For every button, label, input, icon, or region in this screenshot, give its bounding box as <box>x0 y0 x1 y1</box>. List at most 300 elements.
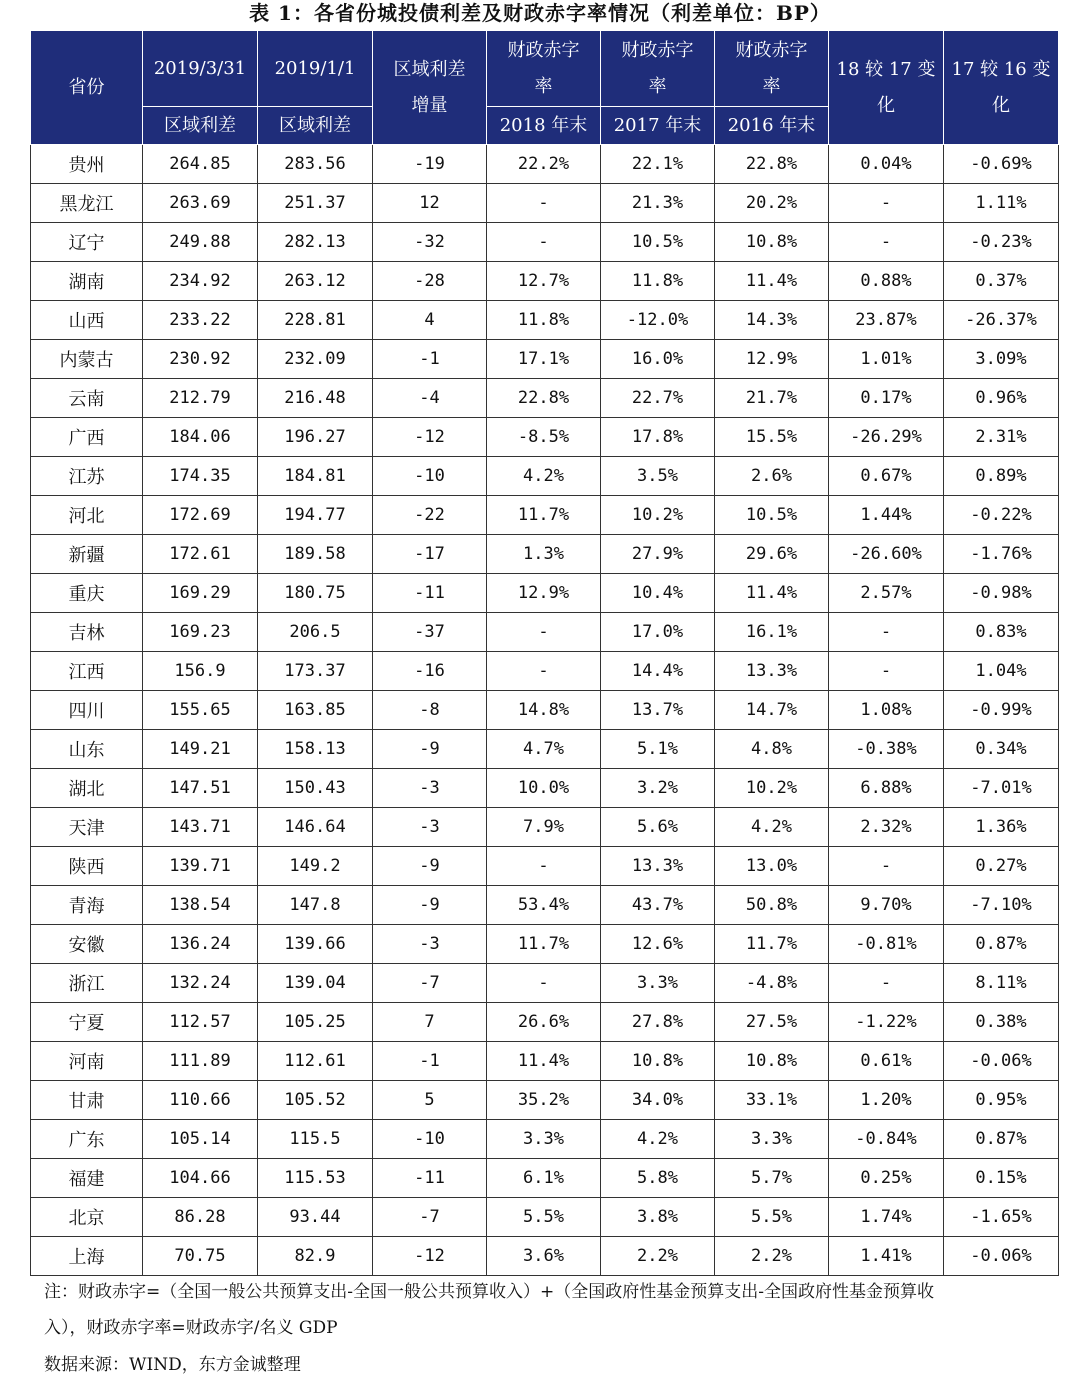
cell-change-17-16: 0.15% <box>944 1159 1059 1198</box>
cell-deficit-2017: 3.5% <box>601 457 715 496</box>
cell-province: 陕西 <box>31 847 143 886</box>
cell-change-17-16: 0.27% <box>944 847 1059 886</box>
cell-spread-2019-03-31: 172.69 <box>143 496 258 535</box>
cell-change-17-16: 8.11% <box>944 964 1059 1003</box>
cell-change-18-17: - <box>829 184 944 223</box>
cell-spread-increment: -12 <box>373 1237 487 1276</box>
cell-province: 天津 <box>31 808 143 847</box>
cell-change-18-17: 1.41% <box>829 1237 944 1276</box>
header-date1: 2019/3/31 <box>143 31 258 107</box>
cell-change-18-17: -0.38% <box>829 730 944 769</box>
cell-deficit-2018: - <box>487 652 601 691</box>
cell-change-18-17: - <box>829 847 944 886</box>
cell-spread-2019-03-31: 174.35 <box>143 457 258 496</box>
cell-spread-2019-01-01: 228.81 <box>258 301 373 340</box>
cell-spread-increment: -3 <box>373 769 487 808</box>
cell-spread-2019-03-31: 184.06 <box>143 418 258 457</box>
cell-spread-2019-01-01: 115.5 <box>258 1120 373 1159</box>
cell-deficit-2018: - <box>487 847 601 886</box>
cell-spread-increment: -37 <box>373 613 487 652</box>
cell-spread-2019-01-01: 105.52 <box>258 1081 373 1120</box>
cell-spread-2019-03-31: 149.21 <box>143 730 258 769</box>
cell-deficit-2017: 3.3% <box>601 964 715 1003</box>
cell-change-18-17: -26.29% <box>829 418 944 457</box>
cell-change-18-17: 23.87% <box>829 301 944 340</box>
cell-spread-2019-03-31: 230.92 <box>143 340 258 379</box>
cell-spread-increment: -7 <box>373 1198 487 1237</box>
cell-spread-increment: -28 <box>373 262 487 301</box>
cell-province: 吉林 <box>31 613 143 652</box>
cell-deficit-2017: 22.7% <box>601 379 715 418</box>
cell-deficit-2017: 27.9% <box>601 535 715 574</box>
cell-deficit-2018: 22.8% <box>487 379 601 418</box>
cell-deficit-2016: 5.5% <box>715 1198 829 1237</box>
cell-province: 江西 <box>31 652 143 691</box>
cell-deficit-2018: 11.7% <box>487 496 601 535</box>
cell-spread-increment: -11 <box>373 1159 487 1198</box>
cell-province: 新疆 <box>31 535 143 574</box>
cell-change-17-16: 2.31% <box>944 418 1059 457</box>
table-row <box>31 1003 1059 1042</box>
cell-province: 湖北 <box>31 769 143 808</box>
header-change-17-16-line1: 17 较 16 变 <box>951 58 1051 80</box>
cell-spread-2019-01-01: 263.12 <box>258 262 373 301</box>
cell-change-18-17: 1.08% <box>829 691 944 730</box>
header-deficit-2016-line1: 财政赤字 <box>735 39 808 61</box>
table-row <box>31 769 1059 808</box>
cell-change-17-16: 0.95% <box>944 1081 1059 1120</box>
cell-change-18-17: 1.74% <box>829 1198 944 1237</box>
table-row <box>31 1198 1059 1237</box>
cell-deficit-2016: 4.2% <box>715 808 829 847</box>
header-deficit-2016-sub: 2016 年末 <box>715 107 829 145</box>
cell-spread-2019-01-01: 147.8 <box>258 886 373 925</box>
cell-deficit-2017: 3.8% <box>601 1198 715 1237</box>
cell-spread-increment: 5 <box>373 1081 487 1120</box>
table-row <box>31 1237 1059 1276</box>
cell-spread-2019-01-01: 194.77 <box>258 496 373 535</box>
cell-change-18-17: 0.88% <box>829 262 944 301</box>
cell-change-17-16: -0.06% <box>944 1237 1059 1276</box>
cell-spread-2019-03-31: 264.85 <box>143 145 258 184</box>
header-deficit-2018-line2: 率 <box>534 75 553 97</box>
cell-spread-2019-03-31: 132.24 <box>143 964 258 1003</box>
table-row <box>31 652 1059 691</box>
cell-deficit-2018: 11.7% <box>487 925 601 964</box>
cell-deficit-2017: 43.7% <box>601 886 715 925</box>
cell-deficit-2016: 13.3% <box>715 652 829 691</box>
cell-deficit-2016: 10.8% <box>715 223 829 262</box>
cell-deficit-2017: 13.7% <box>601 691 715 730</box>
cell-spread-increment: -11 <box>373 574 487 613</box>
table-row <box>31 1159 1059 1198</box>
cell-deficit-2018: 11.8% <box>487 301 601 340</box>
cell-change-18-17: 9.70% <box>829 886 944 925</box>
cell-spread-2019-01-01: 196.27 <box>258 418 373 457</box>
cell-change-18-17: 0.25% <box>829 1159 944 1198</box>
header-date2: 2019/1/1 <box>258 31 373 107</box>
cell-deficit-2017: 21.3% <box>601 184 715 223</box>
cell-spread-2019-01-01: 282.13 <box>258 223 373 262</box>
cell-province: 山东 <box>31 730 143 769</box>
cell-province: 河北 <box>31 496 143 535</box>
cell-spread-increment: 12 <box>373 184 487 223</box>
cell-deficit-2016: 11.4% <box>715 574 829 613</box>
cell-change-17-16: -0.23% <box>944 223 1059 262</box>
header-deficit-2017-sub: 2017 年末 <box>601 107 715 145</box>
cell-deficit-2016: 11.7% <box>715 925 829 964</box>
table-row <box>31 340 1059 379</box>
cell-province: 广西 <box>31 418 143 457</box>
footnote-line2: 入），财政赤字率=财政赤字/名义 GDP <box>44 1318 338 1338</box>
cell-province: 重庆 <box>31 574 143 613</box>
cell-spread-2019-03-31: 111.89 <box>143 1042 258 1081</box>
data-source: 数据来源：WIND，东方金诚整理 <box>44 1355 301 1375</box>
table-row <box>31 418 1059 457</box>
cell-spread-2019-03-31: 233.22 <box>143 301 258 340</box>
cell-change-17-16: 1.11% <box>944 184 1059 223</box>
cell-deficit-2016: 27.5% <box>715 1003 829 1042</box>
table-body <box>31 145 1059 1276</box>
table-row <box>31 145 1059 184</box>
cell-change-18-17: 1.01% <box>829 340 944 379</box>
cell-change-17-16: -1.65% <box>944 1198 1059 1237</box>
cell-spread-2019-03-31: 169.29 <box>143 574 258 613</box>
cell-deficit-2017: 10.4% <box>601 574 715 613</box>
table-row <box>31 574 1059 613</box>
cell-spread-2019-03-31: 104.66 <box>143 1159 258 1198</box>
cell-spread-increment: -10 <box>373 457 487 496</box>
cell-change-18-17: 0.04% <box>829 145 944 184</box>
cell-deficit-2016: 10.8% <box>715 1042 829 1081</box>
table-row <box>31 379 1059 418</box>
cell-spread-increment: -32 <box>373 223 487 262</box>
cell-deficit-2016: 12.9% <box>715 340 829 379</box>
cell-spread-2019-03-31: 105.14 <box>143 1120 258 1159</box>
header-date2-sub: 区域利差 <box>258 107 373 145</box>
cell-spread-2019-03-31: 263.69 <box>143 184 258 223</box>
header-deficit-2018-sub: 2018 年末 <box>487 107 601 145</box>
cell-spread-2019-01-01: 173.37 <box>258 652 373 691</box>
table-row <box>31 1081 1059 1120</box>
cell-spread-2019-01-01: 149.2 <box>258 847 373 886</box>
cell-deficit-2017: 10.2% <box>601 496 715 535</box>
cell-spread-2019-01-01: 146.64 <box>258 808 373 847</box>
cell-deficit-2016: 13.0% <box>715 847 829 886</box>
cell-deficit-2018: 14.8% <box>487 691 601 730</box>
table-row <box>31 184 1059 223</box>
cell-deficit-2017: 10.5% <box>601 223 715 262</box>
cell-deficit-2016: 15.5% <box>715 418 829 457</box>
data-table <box>30 30 1059 1276</box>
header-deficit-2016-line2: 率 <box>762 75 781 97</box>
cell-spread-2019-01-01: 180.75 <box>258 574 373 613</box>
cell-deficit-2016: 4.8% <box>715 730 829 769</box>
cell-deficit-2016: 2.2% <box>715 1237 829 1276</box>
header-spread-increment-line2: 增量 <box>411 94 448 116</box>
cell-change-18-17: 6.88% <box>829 769 944 808</box>
cell-deficit-2017: 12.6% <box>601 925 715 964</box>
cell-change-18-17: 2.32% <box>829 808 944 847</box>
cell-change-18-17: 1.20% <box>829 1081 944 1120</box>
cell-province: 山西 <box>31 301 143 340</box>
cell-spread-increment: -22 <box>373 496 487 535</box>
cell-province: 黑龙江 <box>31 184 143 223</box>
cell-deficit-2018: 3.3% <box>487 1120 601 1159</box>
cell-spread-2019-03-31: 156.9 <box>143 652 258 691</box>
cell-deficit-2016: 11.4% <box>715 262 829 301</box>
cell-change-17-16: 0.38% <box>944 1003 1059 1042</box>
cell-deficit-2016: 2.6% <box>715 457 829 496</box>
cell-spread-increment: -9 <box>373 730 487 769</box>
cell-deficit-2018: 22.2% <box>487 145 601 184</box>
cell-spread-increment: -7 <box>373 964 487 1003</box>
cell-deficit-2016: 33.1% <box>715 1081 829 1120</box>
cell-deficit-2017: 11.8% <box>601 262 715 301</box>
table-row <box>31 223 1059 262</box>
cell-deficit-2018: 53.4% <box>487 886 601 925</box>
cell-deficit-2018: 3.6% <box>487 1237 601 1276</box>
cell-deficit-2016: 14.7% <box>715 691 829 730</box>
cell-spread-2019-01-01: 82.9 <box>258 1237 373 1276</box>
cell-spread-2019-01-01: 139.04 <box>258 964 373 1003</box>
cell-spread-2019-01-01: 251.37 <box>258 184 373 223</box>
cell-spread-increment: -17 <box>373 535 487 574</box>
cell-spread-increment: -3 <box>373 808 487 847</box>
cell-deficit-2017: 17.0% <box>601 613 715 652</box>
cell-deficit-2018: 12.9% <box>487 574 601 613</box>
table-row <box>31 691 1059 730</box>
cell-province: 江苏 <box>31 457 143 496</box>
header-date1-sub: 区域利差 <box>143 107 258 145</box>
cell-deficit-2017: 27.8% <box>601 1003 715 1042</box>
cell-spread-2019-01-01: 216.48 <box>258 379 373 418</box>
cell-deficit-2018: 12.7% <box>487 262 601 301</box>
cell-deficit-2017: 13.3% <box>601 847 715 886</box>
cell-deficit-2016: 10.5% <box>715 496 829 535</box>
cell-deficit-2016: 5.7% <box>715 1159 829 1198</box>
cell-spread-2019-03-31: 136.24 <box>143 925 258 964</box>
cell-spread-2019-01-01: 184.81 <box>258 457 373 496</box>
cell-change-17-16: 0.83% <box>944 613 1059 652</box>
cell-deficit-2017: 3.2% <box>601 769 715 808</box>
cell-change-17-16: 0.37% <box>944 262 1059 301</box>
cell-deficit-2016: 20.2% <box>715 184 829 223</box>
cell-deficit-2018: - <box>487 184 601 223</box>
cell-deficit-2018: - <box>487 613 601 652</box>
cell-change-17-16: -0.22% <box>944 496 1059 535</box>
cell-spread-increment: -1 <box>373 340 487 379</box>
cell-spread-2019-01-01: 206.5 <box>258 613 373 652</box>
cell-deficit-2018: 1.3% <box>487 535 601 574</box>
table-title: 表 1：各省份城投债利差及财政赤字率情况（利差单位：BP） <box>249 1 831 25</box>
cell-deficit-2017: 5.6% <box>601 808 715 847</box>
header-change-18-17 <box>829 31 944 145</box>
cell-province: 上海 <box>31 1237 143 1276</box>
cell-province: 宁夏 <box>31 1003 143 1042</box>
cell-deficit-2018: 11.4% <box>487 1042 601 1081</box>
cell-spread-2019-03-31: 212.79 <box>143 379 258 418</box>
cell-province: 甘肃 <box>31 1081 143 1120</box>
cell-spread-2019-03-31: 172.61 <box>143 535 258 574</box>
footnote-line1: 注：财政赤字=（全国一般公共预算支出-全国一般公共预算收入）+（全国政府性基金预算支出-全国政府性基金预算收 <box>44 1282 934 1302</box>
cell-deficit-2017: -12.0% <box>601 301 715 340</box>
cell-deficit-2017: 17.8% <box>601 418 715 457</box>
table-row <box>31 730 1059 769</box>
cell-spread-2019-01-01: 139.66 <box>258 925 373 964</box>
table-row <box>31 457 1059 496</box>
cell-spread-2019-01-01: 158.13 <box>258 730 373 769</box>
cell-spread-2019-01-01: 150.43 <box>258 769 373 808</box>
cell-spread-2019-01-01: 93.44 <box>258 1198 373 1237</box>
cell-deficit-2016: 50.8% <box>715 886 829 925</box>
table-row <box>31 301 1059 340</box>
cell-change-17-16: 0.89% <box>944 457 1059 496</box>
cell-spread-increment: -1 <box>373 1042 487 1081</box>
cell-deficit-2018: 7.9% <box>487 808 601 847</box>
cell-province: 安徽 <box>31 925 143 964</box>
table-row <box>31 535 1059 574</box>
cell-deficit-2018: 35.2% <box>487 1081 601 1120</box>
cell-spread-2019-03-31: 138.54 <box>143 886 258 925</box>
table-row <box>31 964 1059 1003</box>
cell-spread-2019-03-31: 143.71 <box>143 808 258 847</box>
cell-deficit-2018: 5.5% <box>487 1198 601 1237</box>
cell-change-17-16: -7.01% <box>944 769 1059 808</box>
cell-deficit-2017: 2.2% <box>601 1237 715 1276</box>
header-deficit-2017-line2: 率 <box>648 75 667 97</box>
cell-spread-2019-01-01: 283.56 <box>258 145 373 184</box>
cell-deficit-2017: 4.2% <box>601 1120 715 1159</box>
header-deficit-2017 <box>601 31 715 107</box>
cell-change-18-17: - <box>829 652 944 691</box>
cell-spread-increment: -3 <box>373 925 487 964</box>
cell-province: 辽宁 <box>31 223 143 262</box>
cell-deficit-2016: 22.8% <box>715 145 829 184</box>
cell-spread-increment: -9 <box>373 847 487 886</box>
table-row <box>31 886 1059 925</box>
cell-change-17-16: -0.99% <box>944 691 1059 730</box>
table-row <box>31 1120 1059 1159</box>
cell-spread-2019-03-31: 112.57 <box>143 1003 258 1042</box>
cell-deficit-2018: 17.1% <box>487 340 601 379</box>
cell-change-17-16: 1.36% <box>944 808 1059 847</box>
cell-spread-increment: 7 <box>373 1003 487 1042</box>
cell-spread-2019-01-01: 163.85 <box>258 691 373 730</box>
cell-spread-2019-03-31: 70.75 <box>143 1237 258 1276</box>
cell-deficit-2016: 16.1% <box>715 613 829 652</box>
cell-deficit-2018: 4.7% <box>487 730 601 769</box>
cell-deficit-2016: 10.2% <box>715 769 829 808</box>
cell-deficit-2016: 29.6% <box>715 535 829 574</box>
cell-spread-2019-03-31: 110.66 <box>143 1081 258 1120</box>
cell-spread-increment: -9 <box>373 886 487 925</box>
cell-change-18-17: 0.61% <box>829 1042 944 1081</box>
cell-spread-increment: 4 <box>373 301 487 340</box>
cell-province: 浙江 <box>31 964 143 1003</box>
cell-province: 北京 <box>31 1198 143 1237</box>
cell-change-17-16: 0.87% <box>944 1120 1059 1159</box>
cell-deficit-2017: 5.8% <box>601 1159 715 1198</box>
cell-change-18-17: - <box>829 613 944 652</box>
cell-change-17-16: -0.69% <box>944 145 1059 184</box>
cell-change-18-17: -0.84% <box>829 1120 944 1159</box>
header-deficit-2018-line1: 财政赤字 <box>507 39 580 61</box>
cell-change-18-17: - <box>829 964 944 1003</box>
cell-province: 广东 <box>31 1120 143 1159</box>
cell-deficit-2018: - <box>487 223 601 262</box>
cell-deficit-2016: 3.3% <box>715 1120 829 1159</box>
cell-spread-increment: -10 <box>373 1120 487 1159</box>
header-deficit-2018 <box>487 31 601 107</box>
cell-deficit-2016: 21.7% <box>715 379 829 418</box>
cell-spread-2019-03-31: 249.88 <box>143 223 258 262</box>
cell-deficit-2016: -4.8% <box>715 964 829 1003</box>
table-row <box>31 808 1059 847</box>
cell-change-18-17: -26.60% <box>829 535 944 574</box>
cell-spread-2019-01-01: 232.09 <box>258 340 373 379</box>
header-province: 省份 <box>31 31 143 145</box>
cell-spread-2019-01-01: 189.58 <box>258 535 373 574</box>
cell-change-18-17: -0.81% <box>829 925 944 964</box>
cell-change-18-17: - <box>829 223 944 262</box>
cell-change-17-16: -0.98% <box>944 574 1059 613</box>
cell-deficit-2017: 16.0% <box>601 340 715 379</box>
cell-spread-2019-01-01: 112.61 <box>258 1042 373 1081</box>
table-row <box>31 847 1059 886</box>
header-spread-increment-line1: 区域利差 <box>393 58 466 80</box>
cell-deficit-2018: - <box>487 964 601 1003</box>
cell-deficit-2018: 10.0% <box>487 769 601 808</box>
cell-province: 四川 <box>31 691 143 730</box>
cell-spread-2019-03-31: 139.71 <box>143 847 258 886</box>
header-deficit-2017-line1: 财政赤字 <box>621 39 694 61</box>
table-row <box>31 496 1059 535</box>
cell-change-18-17: -1.22% <box>829 1003 944 1042</box>
cell-deficit-2016: 14.3% <box>715 301 829 340</box>
header-change-17-16 <box>944 31 1059 145</box>
cell-spread-2019-03-31: 234.92 <box>143 262 258 301</box>
cell-deficit-2017: 22.1% <box>601 145 715 184</box>
cell-spread-2019-03-31: 86.28 <box>143 1198 258 1237</box>
header-change-18-17-line1: 18 较 17 变 <box>836 58 936 80</box>
cell-spread-increment: -19 <box>373 145 487 184</box>
table-row <box>31 925 1059 964</box>
cell-change-17-16: 3.09% <box>944 340 1059 379</box>
cell-change-18-17: 0.67% <box>829 457 944 496</box>
cell-spread-increment: -12 <box>373 418 487 457</box>
cell-spread-increment: -8 <box>373 691 487 730</box>
cell-spread-increment: -16 <box>373 652 487 691</box>
cell-change-18-17: 0.17% <box>829 379 944 418</box>
cell-change-17-16: 0.87% <box>944 925 1059 964</box>
cell-change-18-17: 2.57% <box>829 574 944 613</box>
cell-deficit-2017: 5.1% <box>601 730 715 769</box>
cell-change-17-16: -26.37% <box>944 301 1059 340</box>
cell-deficit-2018: 6.1% <box>487 1159 601 1198</box>
cell-province: 河南 <box>31 1042 143 1081</box>
cell-province: 福建 <box>31 1159 143 1198</box>
cell-province: 贵州 <box>31 145 143 184</box>
cell-province: 青海 <box>31 886 143 925</box>
cell-province: 云南 <box>31 379 143 418</box>
cell-spread-2019-03-31: 147.51 <box>143 769 258 808</box>
table-row <box>31 262 1059 301</box>
header-deficit-2016 <box>715 31 829 107</box>
cell-spread-increment: -4 <box>373 379 487 418</box>
table-row <box>31 1042 1059 1081</box>
cell-deficit-2017: 14.4% <box>601 652 715 691</box>
